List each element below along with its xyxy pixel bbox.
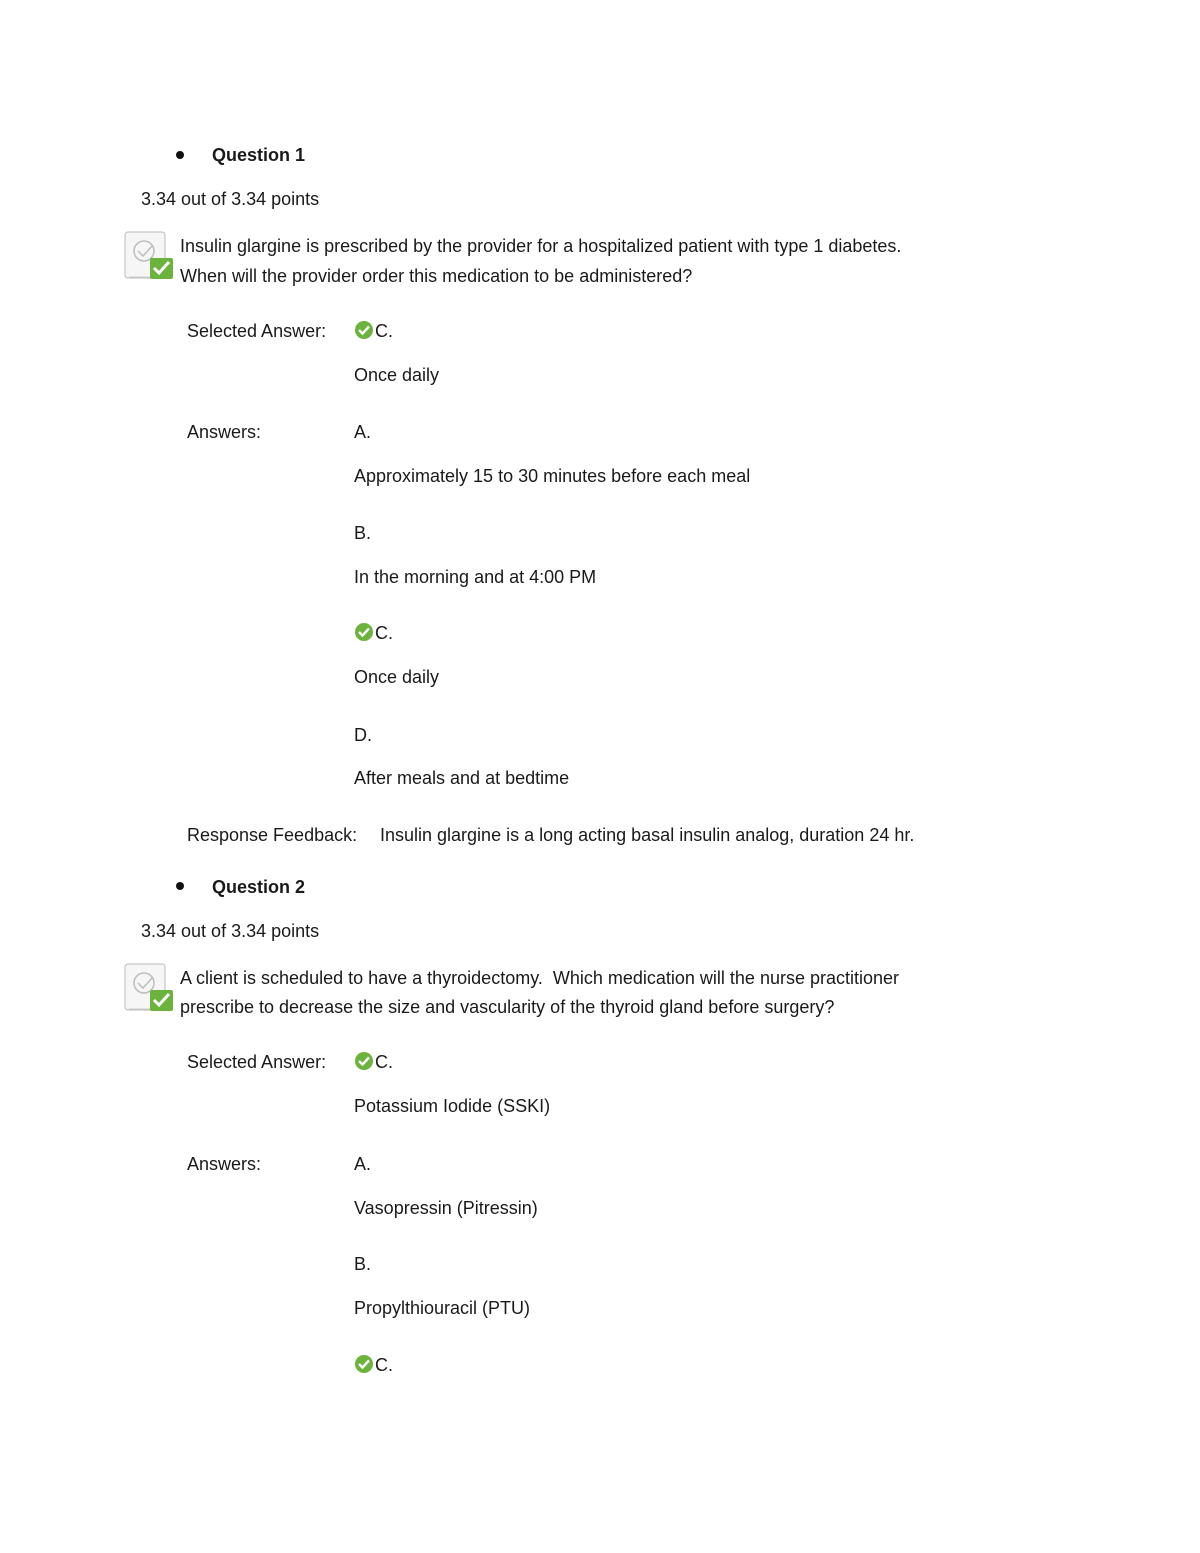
question-title: Question 1 bbox=[212, 145, 306, 165]
answer-letter: A. bbox=[354, 422, 372, 442]
answer-text: Vasopressin (Pitressin) bbox=[354, 1198, 538, 1218]
answer-text: Propylthiouracil (PTU) bbox=[354, 1298, 531, 1318]
question-text-line-2: When will the provider order this medication to be administered? bbox=[180, 266, 693, 286]
selected-answer-text: Once daily bbox=[354, 365, 440, 385]
graded-correct-icon bbox=[124, 231, 176, 281]
response-feedback-text: Insulin glargine is a long acting basal insulin analog, duration 24 hr. bbox=[380, 825, 915, 845]
bullet-icon bbox=[176, 882, 184, 890]
check-circle-icon bbox=[354, 1051, 374, 1071]
question-text-line-2: prescribe to decrease the size and vascularity of the thyroid gland before surgery? bbox=[180, 997, 835, 1017]
answers-label: Answers: bbox=[187, 422, 262, 442]
selected-answer-text: Potassium Iodide (SSKI) bbox=[354, 1096, 551, 1116]
answer-letter: D. bbox=[354, 725, 372, 745]
correct-answer-letter bbox=[354, 1354, 393, 1376]
selected-answer-label: Selected Answer: bbox=[187, 1052, 327, 1072]
answer-text: Approximately 15 to 30 minutes before each meal bbox=[354, 466, 751, 486]
bullet-icon bbox=[176, 151, 184, 159]
answer-text: In the morning and at 4:00 PM bbox=[354, 567, 597, 587]
answer-letter: A. bbox=[354, 1154, 372, 1174]
correct-answer-letter bbox=[354, 622, 393, 644]
selected-answer-letter bbox=[354, 320, 393, 342]
check-circle-icon bbox=[354, 1354, 374, 1374]
question-text-line-1: Insulin glargine is prescribed by the provider for a hospitalized patient with type 1 diabetes. bbox=[180, 236, 902, 256]
answers-label: Answers: bbox=[187, 1154, 262, 1174]
selected-answer-label: Selected Answer: bbox=[187, 321, 327, 341]
question-text-line-1: A client is scheduled to have a thyroidectomy. Which medication will the nurse practitioner bbox=[180, 968, 900, 988]
answer-letter: C. bbox=[375, 321, 393, 341]
response-feedback-label: Response Feedback: bbox=[187, 825, 358, 845]
answer-letter: B. bbox=[354, 523, 372, 543]
answer-letter: C. bbox=[375, 1052, 393, 1072]
answer-letter: B. bbox=[354, 1254, 372, 1274]
answer-letter: C. bbox=[375, 623, 393, 643]
answer-letter: C. bbox=[375, 1355, 393, 1375]
answer-text: Once daily bbox=[354, 667, 440, 687]
question-points: 3.34 out of 3.34 points bbox=[141, 189, 320, 209]
selected-answer-letter bbox=[354, 1051, 393, 1073]
check-circle-icon bbox=[354, 622, 374, 642]
check-circle-icon bbox=[354, 320, 374, 340]
question-points: 3.34 out of 3.34 points bbox=[141, 921, 320, 941]
graded-correct-icon bbox=[124, 963, 176, 1013]
answer-text: After meals and at bedtime bbox=[354, 768, 570, 788]
question-title: Question 2 bbox=[212, 877, 306, 897]
